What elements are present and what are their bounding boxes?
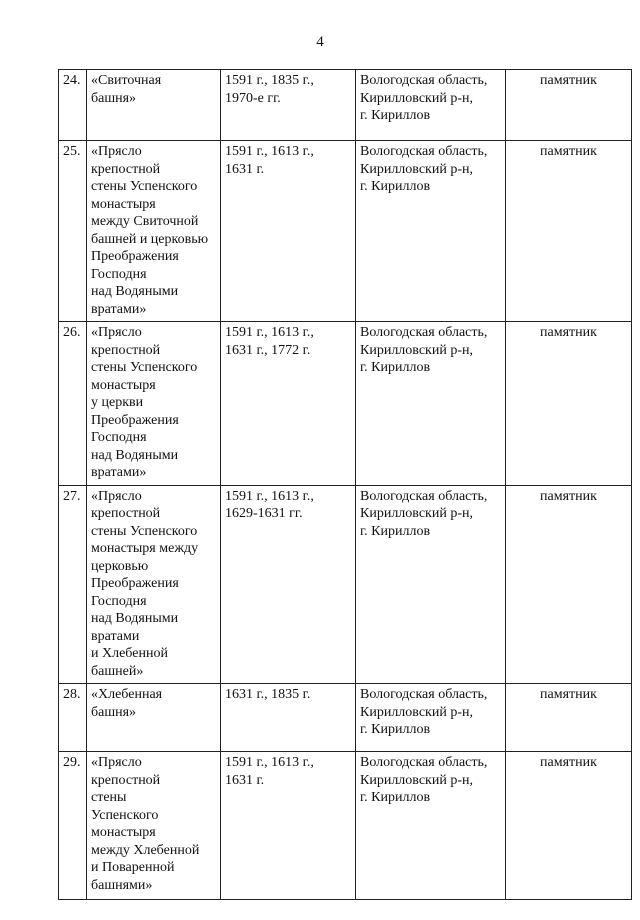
date-cell bbox=[221, 322, 356, 486]
object-name-cell bbox=[87, 485, 221, 684]
object-name-cell bbox=[87, 141, 221, 322]
location-cell bbox=[356, 752, 506, 900]
table-row bbox=[59, 70, 632, 141]
heritage-registry-table bbox=[58, 69, 632, 900]
object-location: Вологодская область, Кирилловский р-н, г. Кириллов bbox=[360, 144, 488, 194]
date-cell bbox=[221, 752, 356, 900]
category-cell: памятник bbox=[506, 70, 632, 141]
object-name-cell bbox=[87, 752, 221, 900]
object-name-cell bbox=[87, 684, 221, 752]
category-cell: памятник bbox=[506, 141, 632, 322]
table-row bbox=[59, 322, 632, 486]
location-cell bbox=[356, 485, 506, 684]
row-number: 27. bbox=[59, 485, 87, 684]
object-name: «Прясло крепостной стены Успенского монастыря у церкви Преображения Господня над Водяными вратами» bbox=[91, 325, 198, 480]
object-location: Вологодская область, Кирилловский р-н, г. Кириллов bbox=[360, 325, 488, 375]
object-name: «Прясло крепостной стены Успенского монастыря между Свиточной башней и церковью Преображения Господня над Водяными вратами» bbox=[91, 144, 209, 317]
date-cell bbox=[221, 141, 356, 322]
object-name: «Хлебенная башня» bbox=[91, 687, 163, 720]
object-name-cell bbox=[87, 322, 221, 486]
object-location: Вологодская область, Кирилловский р-н, г. Кириллов bbox=[360, 755, 488, 805]
row-number: 28. bbox=[59, 684, 87, 752]
category-cell: памятник bbox=[506, 485, 632, 684]
object-dates: 1591 г., 1613 г., 1631 г. bbox=[225, 755, 314, 788]
object-dates: 1631 г., 1835 г. bbox=[225, 687, 311, 702]
category-cell: памятник bbox=[506, 752, 632, 900]
location-cell bbox=[356, 684, 506, 752]
row-number: 29. bbox=[59, 752, 87, 900]
object-name: «Прясло крепостной стены Успенского монастыря между церковью Преображения Господня над Водяными вратами и Хлебенной башней» bbox=[91, 488, 199, 679]
category-cell: памятник bbox=[506, 322, 632, 486]
table-row bbox=[59, 485, 632, 684]
location-cell bbox=[356, 70, 506, 141]
row-number: 26. bbox=[59, 322, 87, 486]
date-cell bbox=[221, 70, 356, 141]
object-dates: 1591 г., 1613 г., 1631 г., 1772 г. bbox=[225, 325, 314, 358]
location-cell bbox=[356, 141, 506, 322]
object-location: Вологодская область, Кирилловский р-н, г. Кириллов bbox=[360, 73, 488, 123]
date-cell bbox=[221, 684, 356, 752]
object-location: Вологодская область, Кирилловский р-н, г. Кириллов bbox=[360, 687, 488, 737]
row-number: 24. bbox=[59, 70, 87, 141]
object-name: «Прясло крепостной стены Успенского монастыря между Хлебенной и Поваренной башнями» bbox=[91, 755, 200, 893]
row-number: 25. bbox=[59, 141, 87, 322]
object-name-cell bbox=[87, 70, 221, 141]
table-row bbox=[59, 684, 632, 752]
date-cell bbox=[221, 485, 356, 684]
object-dates: 1591 г., 1835 г., 1970-е гг. bbox=[225, 73, 314, 106]
object-location: Вологодская область, Кирилловский р-н, г. Кириллов bbox=[360, 488, 488, 539]
location-cell bbox=[356, 322, 506, 486]
table-row bbox=[59, 752, 632, 900]
table-row bbox=[59, 141, 632, 322]
object-dates: 1591 г., 1613 г., 1629-1631 гг. bbox=[225, 488, 314, 521]
object-name: «Свиточная башня» bbox=[91, 73, 162, 106]
page-number: 4 bbox=[316, 34, 324, 50]
category-cell: памятник bbox=[506, 684, 632, 752]
object-dates: 1591 г., 1613 г., 1631 г. bbox=[225, 144, 314, 177]
